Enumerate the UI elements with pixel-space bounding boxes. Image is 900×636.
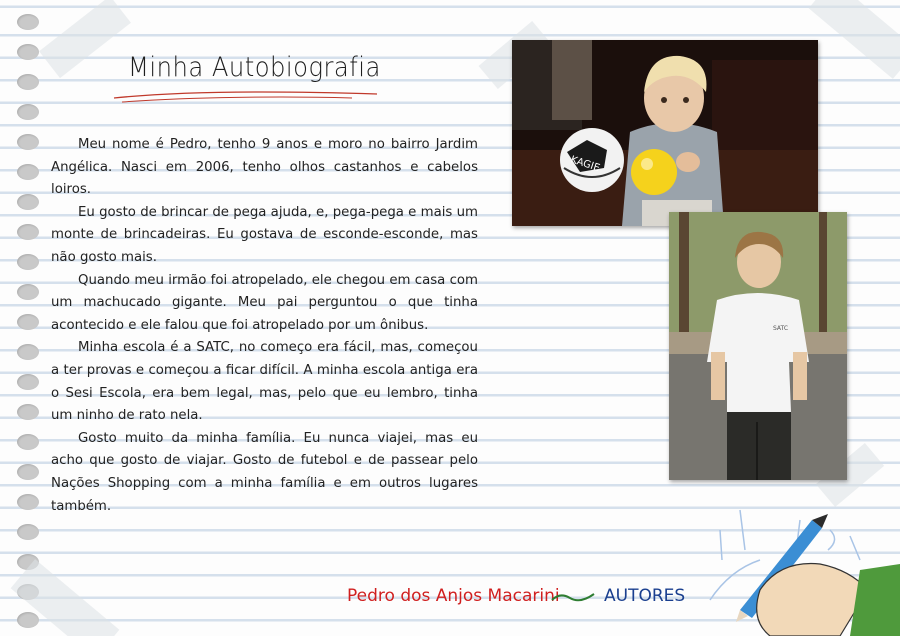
binder-holes: [17, 0, 41, 636]
binder-hole: [17, 434, 39, 450]
binder-hole: [17, 374, 39, 390]
paragraph: Gosto muito da minha família. Eu nunca viajei, mas eu acho que gosto de viajar. Gosto de futebol e de passear pelo Nações Shopping com a minha família e em outros lugares também.: [51, 430, 478, 514]
binder-hole: [17, 14, 39, 30]
autobiography-text: [51, 134, 478, 518]
binder-hole: [17, 224, 39, 240]
author-name: Pedro dos Anjos Macarini: [347, 586, 560, 606]
binder-hole: [17, 74, 39, 90]
tape-strip: [39, 0, 131, 78]
paragraph: Minha escola é a SATC, no começo era fácil, mas, começou a ter provas e começou a ficar difícil. A minha escola antiga era o Sesi Escola, era bem legal, mas, pelo que eu lembro, tinha um ninho de rato nela.: [51, 340, 478, 424]
hand-writing-pen-icon: [700, 490, 900, 636]
shirt-logo-text: SATC: [773, 325, 789, 332]
binder-hole: [17, 494, 39, 510]
binder-hole: [17, 524, 39, 540]
binder-hole: [17, 314, 39, 330]
page-title: Minha Autobiografia: [128, 52, 381, 83]
swoosh-icon: [550, 590, 596, 604]
boy-photo: [669, 212, 847, 480]
binder-hole: [17, 104, 39, 120]
binder-hole: [17, 44, 39, 60]
paragraph: Meu nome é Pedro, tenho 9 anos e moro no bairro Jardim Angélica. Nasci em 2006, tenho olhos castanhos e cabelos loiros.: [51, 137, 478, 198]
paragraph: Eu gosto de brincar de pega ajuda, e, pega-pega e mais um monte de brincadeiras. Eu gostava de esconde-esconde, mas não gosto mais.: [51, 204, 478, 265]
toddler-photo: [512, 40, 818, 226]
binder-hole: [17, 194, 39, 210]
paragraph: Quando meu irmão foi atropelado, ele chegou em casa com um machucado gigante. Meu pai perguntou o que tinha acontecido e ele falou que foi atropelado por um ônibus.: [51, 272, 478, 333]
binder-hole: [17, 134, 39, 150]
binder-hole: [17, 344, 39, 360]
binder-hole: [17, 612, 39, 628]
binder-hole: [17, 284, 39, 300]
ball-brand-text: KAGIE: [569, 154, 602, 175]
binder-hole: [17, 164, 39, 180]
binder-hole: [17, 464, 39, 480]
authors-label: AUTORES: [604, 586, 686, 606]
binder-hole: [17, 404, 39, 420]
tape-strip: [809, 0, 900, 79]
binder-hole: [17, 254, 39, 270]
title-underline-decoration: [112, 88, 382, 106]
